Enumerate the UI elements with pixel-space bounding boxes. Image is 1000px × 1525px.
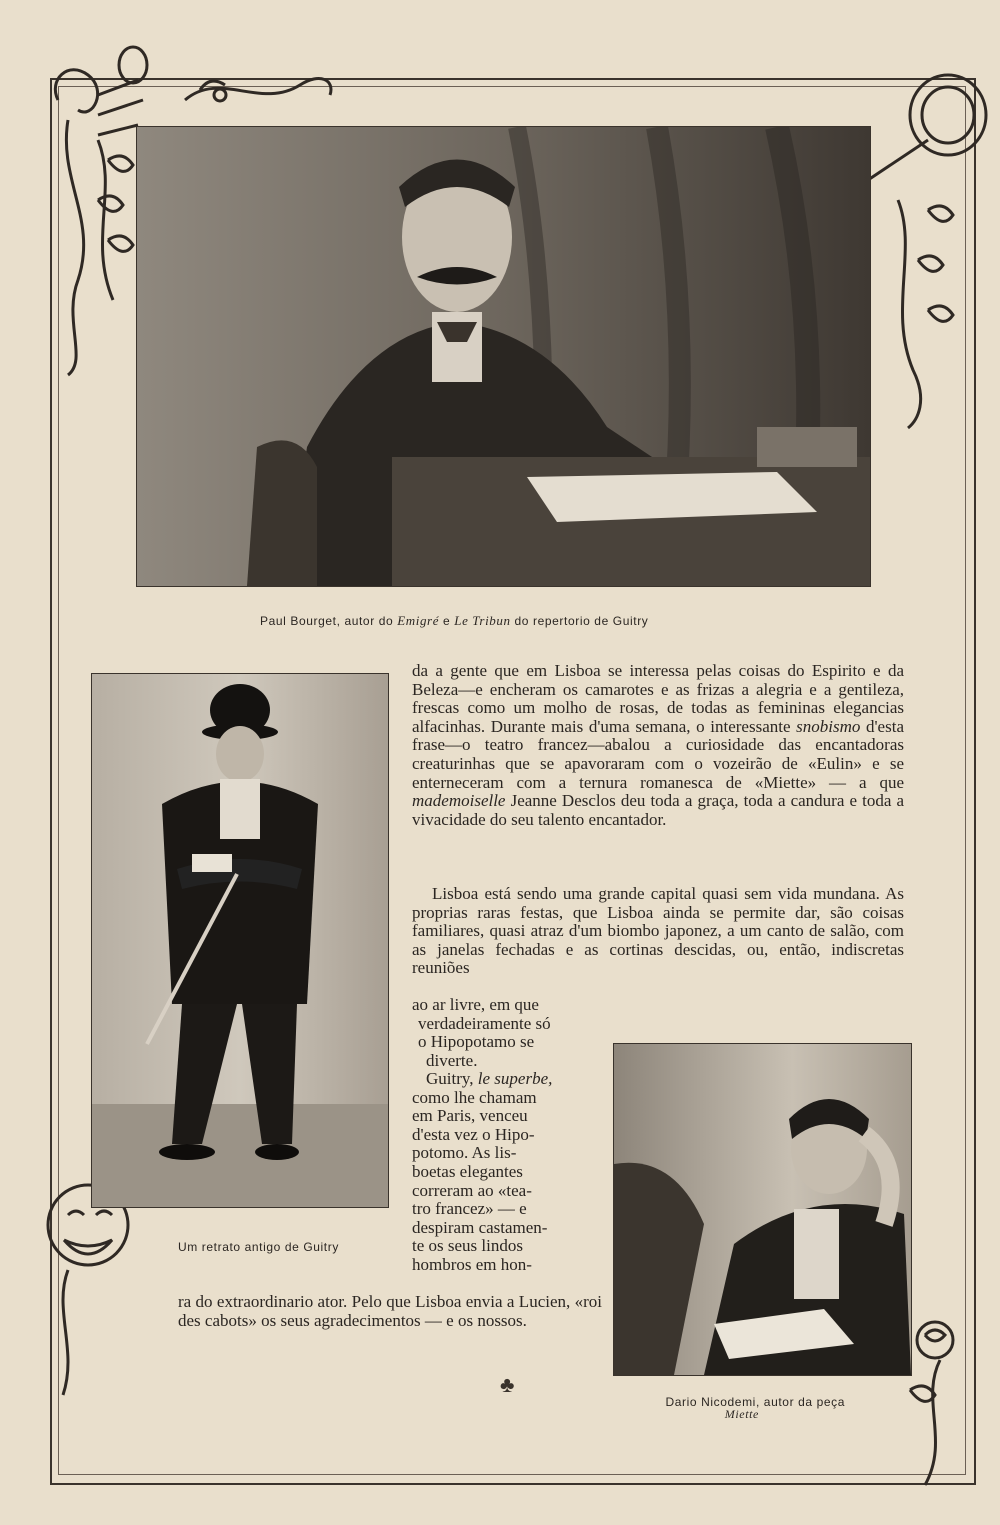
article-emphasis: le superbe, — [477, 1069, 553, 1088]
article-line: tro francez» — e — [412, 1199, 527, 1219]
top-photo-caption — [260, 613, 648, 629]
article-text: d'esta frase—o teatro francez—abalou a curiosidade das encantadoras creaturinhas que se apavoraram com o vozeirão de «Eulin» e se enterneceram com a ternura romanesca de «Miette» — a que — [412, 716, 904, 792]
article-text: Lisboa está sendo uma grande capital quasi sem vida mundana. As proprias raras festas, que Lisboa ainda se permite dar, são coisas familiares, quasi atraz d'um biombo japonez, a um canto de salão, com as janelas fechadas e as cortinas descidas, ou, então, indiscretas reuniões — [412, 884, 904, 978]
photo-guitry-portrait — [92, 674, 388, 1207]
photo-paul-bourget — [137, 127, 870, 586]
article-paragraph-2 — [412, 885, 904, 978]
article-line: correram ao «tea- — [412, 1180, 532, 1200]
caption-text: e — [439, 614, 455, 628]
club-ornament-icon: ♣ — [500, 1372, 515, 1397]
article-text: Jeanne Desclos deu toda a graça, toda a candura e toda a vivacidade do seu talento encantador. — [412, 791, 904, 829]
article-line: d'esta vez o Hipo- — [412, 1124, 535, 1144]
article-emphasis: mademoiselle — [412, 791, 506, 811]
scroll-ornament-icon — [180, 60, 340, 120]
banjo-ornament-icon — [858, 70, 990, 430]
caption-text: Paul Bourget, autor do — [260, 614, 398, 628]
caption-work-title: Emigré — [397, 613, 440, 628]
article-paragraph-1 — [412, 662, 904, 829]
article-paragraph-3-end — [178, 1293, 602, 1330]
article-text: da a gente que em Lisboa se interessa pelas coisas do Espirito e da Beleza—e encheram os camarotes e as frizas a alegria e a gentileza, frescas como um molho de rosas, de todas as femininas elegancias alfacinhas. Durante mais d'uma semana, o interessante — [412, 661, 904, 736]
photo-dario-nicodemi — [614, 1044, 911, 1375]
article-paragraph-2-continued — [412, 996, 602, 1070]
article-paragraph-3 — [412, 1070, 604, 1275]
caption-text: Dario Nicodemi, autor da peça — [665, 1395, 845, 1409]
article-emphasis: snobismo — [796, 716, 861, 736]
caption-work-title: Miette — [724, 1407, 759, 1421]
article-line: diverte. — [426, 1050, 478, 1070]
caption-work-title: Le Tribun — [454, 613, 511, 628]
left-photo-caption: Um retrato antigo de Guitry — [178, 1240, 339, 1254]
article-text: Guitry, — [426, 1069, 478, 1088]
article-line: te os seus lindos — [412, 1236, 523, 1256]
article-line: ao ar livre, em que — [412, 995, 539, 1014]
article-line: hombros em hon- — [412, 1254, 532, 1274]
right-photo-caption — [613, 1395, 845, 1422]
article-line: boetas elegantes — [412, 1161, 523, 1181]
article-line: despiram castamen- — [412, 1217, 548, 1237]
article-line: verdadeiramente só — [418, 1013, 551, 1033]
article-line: em Paris, venceu — [412, 1106, 528, 1126]
article-line: o Hipopotamo se — [418, 1032, 535, 1052]
caption-text: do repertorio de Guitry — [510, 614, 649, 628]
article-line: potomo. As lis- — [412, 1143, 517, 1163]
article-line: como lhe chamam — [412, 1087, 537, 1107]
article-text: ra do extraordinario ator. Pelo que Lisboa envia a Lucien, «roi des cabots» os seus agradecimentos — e os nossos. — [178, 1292, 602, 1330]
